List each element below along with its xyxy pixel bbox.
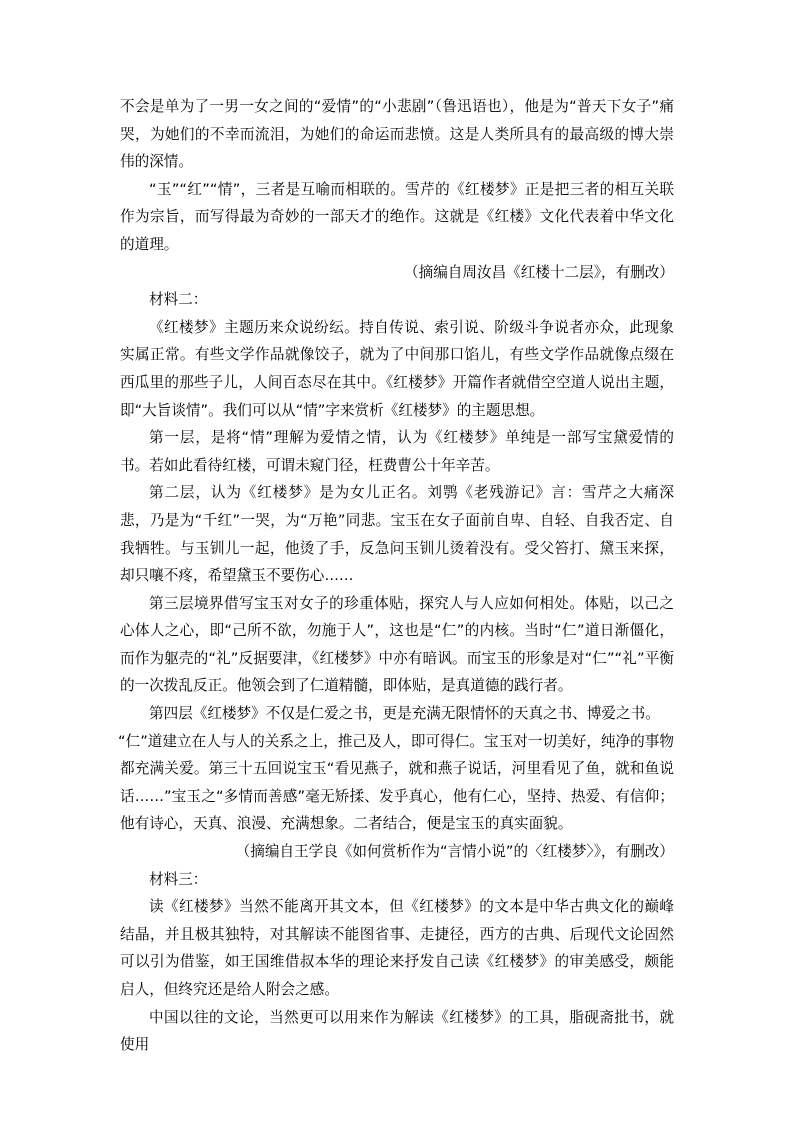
paragraph-layer-one: 第一层，是将“情”理解为爱情之情，认为《红楼梦》单纯是一部写宝黛爱情的书。若如此看待红楼，可谓未窥门径，枉费曹公十年辛苦。: [120, 429, 674, 474]
document-page: [120, 93, 674, 1059]
paragraph-chinese-theory: 中国以往的文论，当然更可以用来作为解读《红楼梦》的工具，脂砚斋批书，就使用: [120, 1008, 674, 1054]
material-two-label: 材料二：: [149, 291, 208, 309]
source-citation-2: （摘编自王学良《如何赏析作为“言情小说”的〈红楼梦〉》，有删改）: [235, 843, 674, 861]
paragraph-layer-three: 第三层境界借写宝玉对女子的珍重体贴，探究人与人应如何相处。体贴，以己之心体人之心，即“己所不欲，勿施于人”，这也是“仁”的内核。当时“仁”道日渐僵化，而作为躯壳的“礼”反据要津，《红楼梦》中亦有暗讽。而宝玉的形象是对“仁”“礼”平衡的一次拨乱反正。他领会到了仁道精髓，即体贴，是真道德的践行者。: [120, 594, 674, 695]
paragraph-layer-four: 第四层《红楼梦》不仅是仁爱之书，更是充满无限情怀的天真之书、博爱之书。: [149, 705, 660, 723]
paragraph-reading-text: 读《红楼梦》当然不能离开其文本，但《红楼梦》的文本是中华古典文化的巅峰结晶，并且极其独特，对其解读不能图省事、走捷径，西方的古典、后现代文论固然可以引为借鉴，如王国维借叔本华的理论来抒发自己读《红楼梦》的审美感受，颇能启人，但终究还是给人附会之感。: [120, 898, 674, 998]
source-citation-1: （摘编自周汝昌《红楼十二层》，有删改）: [404, 263, 674, 281]
paragraph-layer-two: 第二层，认为《红楼梦》是为女儿正名。刘鹗《老残游记》言：雪芹之大痛深悲，乃是为“千红”一哭，为“万艳”同悲。宝玉在女子面前自卑、自轻、自我否定、自我牺牲。与玉钏儿一起，他烫了手，反急问玉钏儿烫着没有。受父笞打、黛玉来探，却只嚷不疼，希望黛玉不要伤心……: [120, 484, 674, 585]
paragraph-ren-dao: “仁”道建立在人与人的关系之上，推己及人，即可得仁。宝玉对一切美好，纯净的事物都充满关爱。第三十五回说宝玉“看见燕子，就和燕子说话，河里看见了鱼，就和鱼说话……”宝玉之“多情而善感”毫无矫揉、发乎真心，他有仁心，坚持、热爱、有信仰；他有诗心，天真、浪漫、充满想象。二者结合，便是宝玉的真实面貌。: [118, 732, 674, 833]
paragraph-continued: 不会是单为了一男一女之间的“爱情”的“小悲剧”（鲁迅语也），他是为“普天下女子”痛哭，为她们的不幸而流泪，为她们的命运而悲愤。这是人类所具有的最高级的博大崇伟的深情。: [120, 98, 674, 171]
paragraph-yu-hong-qing: “玉”“红”“情”，三者是互喻而相联的。雪芹的《红楼梦》正是把三者的相互关联作为宗旨，而写得最为奇妙的一部天才的绝作。这就是《红楼》文化代表着中华文化的道理。: [120, 180, 674, 253]
paragraph-theme: 《红楼梦》主题历来众说纷纭。持自传说、索引说、阶级斗争说者亦众，此现象实属正常。有些文学作品就像饺子，就为了中间那口馅儿，有些文学作品就像点缀在西瓜里的那些子儿，人间百态尽在其中。《红楼梦》开篇作者就借空空道人说出主题，即“大旨谈情”。我们可以从“情”字来赏析《红楼梦》的主题思想。: [120, 318, 674, 419]
material-three-label: 材料三：: [149, 870, 208, 888]
